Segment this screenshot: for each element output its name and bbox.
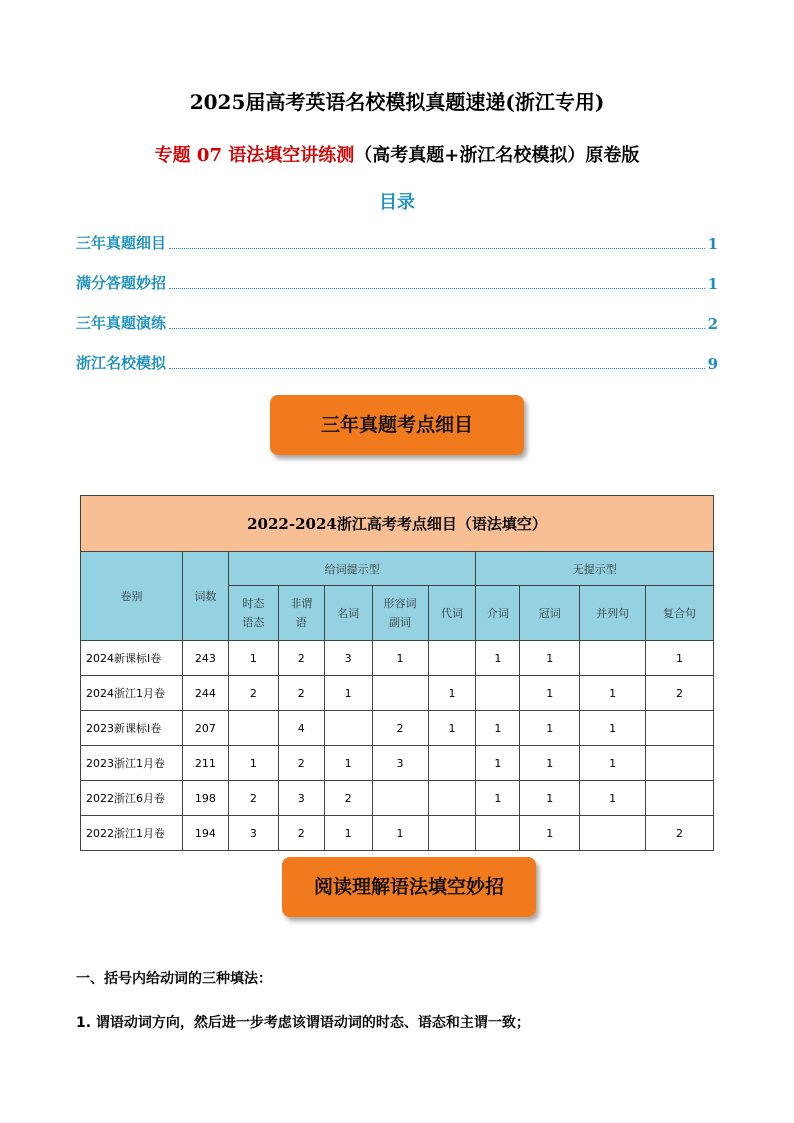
cell-count: 1	[324, 746, 372, 781]
cell-count	[428, 746, 476, 781]
header-coordinate-clause: 并列句	[580, 586, 646, 641]
cell-count	[646, 746, 714, 781]
cell-count	[580, 816, 646, 851]
document-title: 2025届高考英语名校模拟真题速递(浙江专用)	[189, 90, 605, 114]
header-group-no-hint: 无提示型	[476, 552, 714, 586]
subtitle-edition: （高考真题+浙江名校模拟）原卷版	[354, 145, 640, 166]
header-word-count: 词数	[182, 552, 228, 641]
cell-count: 1	[476, 641, 520, 676]
cell-count: 1	[520, 746, 580, 781]
cell-count	[580, 641, 646, 676]
toc-item-label: 满分答题妙招	[76, 274, 167, 292]
cell-count: 1	[372, 816, 428, 851]
body-paragraph: 1. 谓语动词方向，然后进一步考虑该谓语动词的时态、语态和主谓一致；	[76, 1015, 530, 1031]
cell-count	[324, 711, 372, 746]
toc-item-page: 9	[707, 355, 718, 373]
toc-item-page: 1	[707, 275, 718, 293]
cell-count: 2	[278, 641, 324, 676]
cell-word-count: 198	[182, 781, 228, 816]
cell-count: 3	[324, 641, 372, 676]
table-row	[81, 641, 714, 676]
toc-leader	[169, 248, 705, 249]
header-tense-voice: 时态 语态	[228, 586, 278, 641]
cell-count: 1	[428, 676, 476, 711]
header-adj-adv: 形容词 副词	[372, 586, 428, 641]
toc-item[interactable]	[76, 352, 718, 373]
cell-count: 1	[476, 781, 520, 816]
toc-item-label: 三年真题演练	[76, 314, 167, 332]
cell-count	[372, 781, 428, 816]
cell-count: 1	[580, 711, 646, 746]
cell-count: 2	[646, 676, 714, 711]
toc-heading: 目录	[379, 192, 415, 213]
header-noun: 名词	[324, 586, 372, 641]
section-heading: 一、括号内给动词的三种填法：	[76, 971, 272, 987]
table-row	[81, 781, 714, 816]
cell-count: 3	[372, 746, 428, 781]
cell-count: 4	[278, 711, 324, 746]
toc-leader	[169, 328, 705, 329]
header-pronoun: 代词	[428, 586, 476, 641]
header-article: 冠词	[520, 586, 580, 641]
toc-item-page: 1	[707, 235, 718, 253]
table-row	[81, 711, 714, 746]
cell-count: 1	[520, 676, 580, 711]
cell-count: 1	[520, 781, 580, 816]
table-row	[81, 816, 714, 851]
cell-count: 1	[372, 641, 428, 676]
cell-count: 2	[324, 781, 372, 816]
cell-count: 2	[228, 781, 278, 816]
section-banner-tips: 阅读理解语法填空妙招	[282, 857, 536, 917]
cell-count: 1	[520, 641, 580, 676]
cell-count	[228, 711, 278, 746]
cell-count	[428, 781, 476, 816]
section-banner-exam-points: 三年真题考点细目	[270, 395, 524, 455]
toc-item-label: 三年真题细目	[76, 234, 167, 252]
toc-item[interactable]	[76, 312, 718, 333]
cell-count: 2	[228, 676, 278, 711]
cell-count: 1	[324, 676, 372, 711]
cell-paper: 2024新课标I卷	[81, 641, 183, 676]
cell-paper: 2023浙江1月卷	[81, 746, 183, 781]
toc-item[interactable]	[76, 232, 718, 253]
cell-count	[646, 781, 714, 816]
cell-paper: 2024浙江1月卷	[81, 676, 183, 711]
document-subtitle	[0, 141, 794, 167]
subtitle-topic: 专题 07 语法填空讲练测	[154, 145, 355, 166]
header-paper: 卷别	[81, 552, 183, 641]
toc-item[interactable]	[76, 272, 718, 293]
toc-item-page: 2	[707, 315, 718, 333]
cell-count: 1	[428, 711, 476, 746]
cell-count: 1	[228, 746, 278, 781]
cell-count: 1	[476, 746, 520, 781]
header-non-predicate: 非谓 语	[278, 586, 324, 641]
cell-count: 2	[278, 816, 324, 851]
cell-word-count: 211	[182, 746, 228, 781]
cell-count: 1	[580, 781, 646, 816]
cell-count: 1	[646, 641, 714, 676]
cell-count: 1	[520, 816, 580, 851]
toc-item-label: 浙江名校模拟	[76, 354, 167, 372]
cell-count: 1	[580, 746, 646, 781]
cell-word-count: 207	[182, 711, 228, 746]
cell-paper: 2023新课标I卷	[81, 711, 183, 746]
table-row	[81, 746, 714, 781]
cell-paper: 2022浙江6月卷	[81, 781, 183, 816]
table-row	[81, 676, 714, 711]
cell-count	[476, 676, 520, 711]
cell-count: 2	[278, 676, 324, 711]
cell-count: 3	[278, 781, 324, 816]
cell-count: 1	[324, 816, 372, 851]
cell-count	[428, 641, 476, 676]
header-complex-clause: 复合句	[646, 586, 714, 641]
cell-word-count: 244	[182, 676, 228, 711]
cell-word-count: 243	[182, 641, 228, 676]
exam-points-table	[80, 495, 714, 851]
table-caption: 2022-2024浙江高考考点细目（语法填空）	[81, 496, 714, 552]
cell-count: 2	[646, 816, 714, 851]
cell-count: 2	[278, 746, 324, 781]
cell-count: 1	[520, 711, 580, 746]
cell-count	[646, 711, 714, 746]
toc-leader	[169, 288, 705, 289]
cell-count: 3	[228, 816, 278, 851]
cell-count: 2	[372, 711, 428, 746]
cell-paper: 2022浙江1月卷	[81, 816, 183, 851]
cell-count: 1	[580, 676, 646, 711]
cell-count	[428, 816, 476, 851]
cell-count	[476, 816, 520, 851]
cell-count: 1	[476, 711, 520, 746]
header-preposition: 介词	[476, 586, 520, 641]
cell-count: 1	[228, 641, 278, 676]
cell-word-count: 194	[182, 816, 228, 851]
cell-count	[372, 676, 428, 711]
header-group-hint: 给词提示型	[228, 552, 476, 586]
toc-leader	[169, 368, 705, 369]
